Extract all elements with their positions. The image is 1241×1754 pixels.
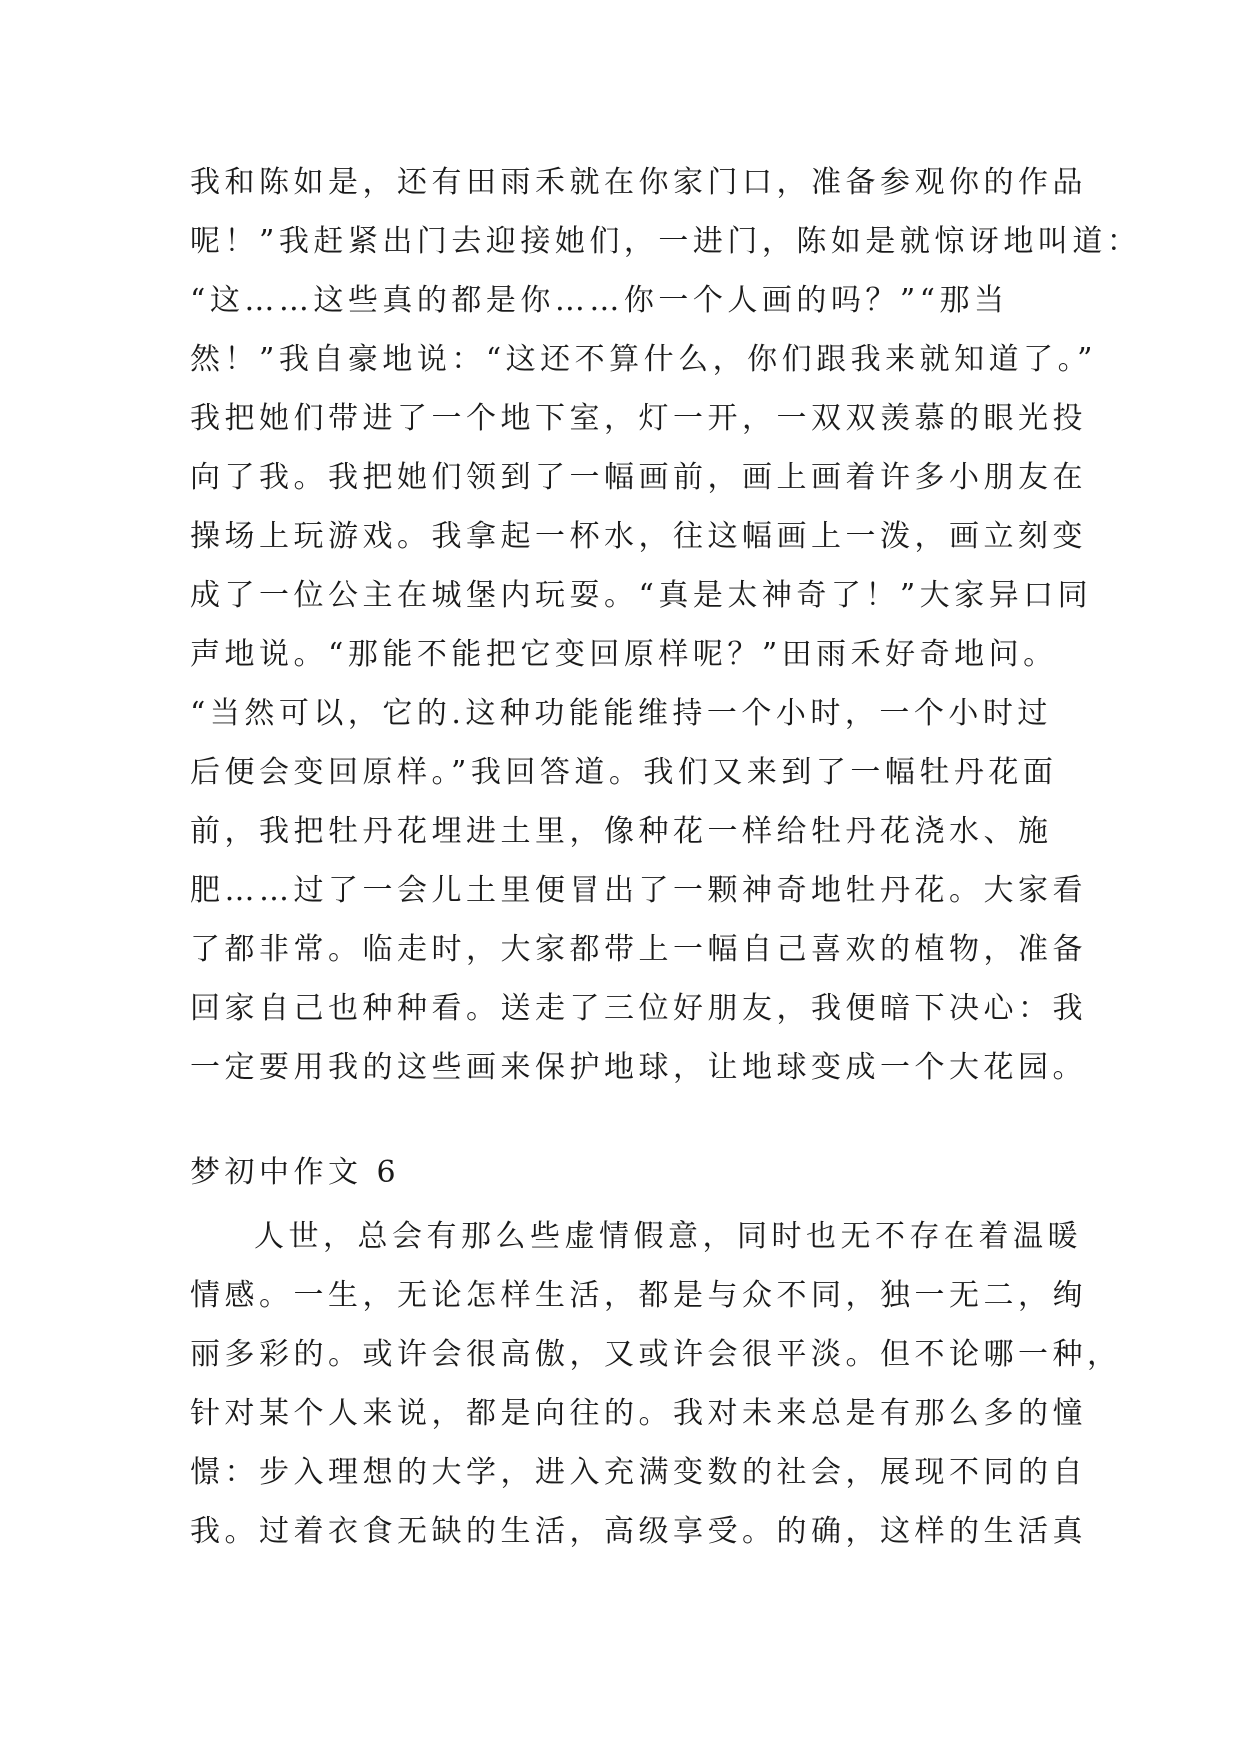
paragraph-line: 回家自己也种种看。送走了三位好朋友，我便暗下决心：我 xyxy=(190,991,1087,1026)
paragraph-line: 我。过着衣食无缺的生活，高级享受。的确，这样的生活真 xyxy=(190,1514,1087,1549)
paragraph-line: 前，我把牡丹花埋进土里，像种花一样给牡丹花浇水、施 xyxy=(190,814,1053,849)
paragraph-line: 肥……过了一会儿土里便冒出了一颗神奇地牡丹花。大家看 xyxy=(190,873,1087,908)
paragraph-line: “当然可以，它的.这种功能能维持一个小时，一个小时过 xyxy=(190,696,1052,731)
paragraph-line: 后便会变回原样。”我回答道。我们又来到了一幅牡丹花面 xyxy=(190,755,1058,790)
paragraph-line: 人世，总会有那么些虚情假意，同时也无不存在着温暖 xyxy=(254,1219,1082,1254)
paragraph-line: 呢！”我赶紧出门去迎接她们，一进门，陈如是就惊讶地叫道： xyxy=(190,224,1142,259)
paragraph-line: 一定要用我的这些画来保护地球，让地球变成一个大花园。 xyxy=(190,1050,1087,1085)
paragraph-line: 成了一位公主在城堡内玩耍。“真是太神奇了！”大家异口同 xyxy=(190,578,1093,613)
paragraph-line: “这……这些真的都是你……你一个人画的吗？”“那当 xyxy=(190,283,1009,318)
paragraph-line: 憬：步入理想的大学，进入充满变数的社会，展现不同的自 xyxy=(190,1455,1087,1490)
paragraph-line: 我把她们带进了一个地下室，灯一开，一双双羡慕的眼光投 xyxy=(190,401,1087,436)
paragraph-line: 我和陈如是，还有田雨禾就在你家门口，准备参观你的作品 xyxy=(190,165,1087,200)
paragraph-line: 了都非常。临走时，大家都带上一幅自己喜欢的植物，准备 xyxy=(190,932,1087,967)
paragraph-line: 声地说。“那能不能把它变回原样呢？”田雨禾好奇地问。 xyxy=(190,637,1058,672)
paragraph-line: 操场上玩游戏。我拿起一杯水，往这幅画上一泼，画立刻变 xyxy=(190,519,1087,554)
paragraph-line: 情感。一生，无论怎样生活，都是与众不同，独一无二，绚 xyxy=(190,1278,1087,1313)
paragraph-line: 针对某个人来说，都是向往的。我对未来总是有那么多的憧 xyxy=(190,1396,1087,1431)
paragraph-line: 向了我。我把她们领到了一幅画前，画上画着许多小朋友在 xyxy=(190,460,1087,495)
paragraph-line: 然！”我自豪地说：“这还不算什么，你们跟我来就知道了。” xyxy=(190,342,1098,377)
section-title: 梦初中作文 6 xyxy=(190,1155,401,1190)
paragraph-line: 丽多彩的。或许会很高傲，又或许会很平淡。但不论哪一种， xyxy=(190,1337,1122,1372)
